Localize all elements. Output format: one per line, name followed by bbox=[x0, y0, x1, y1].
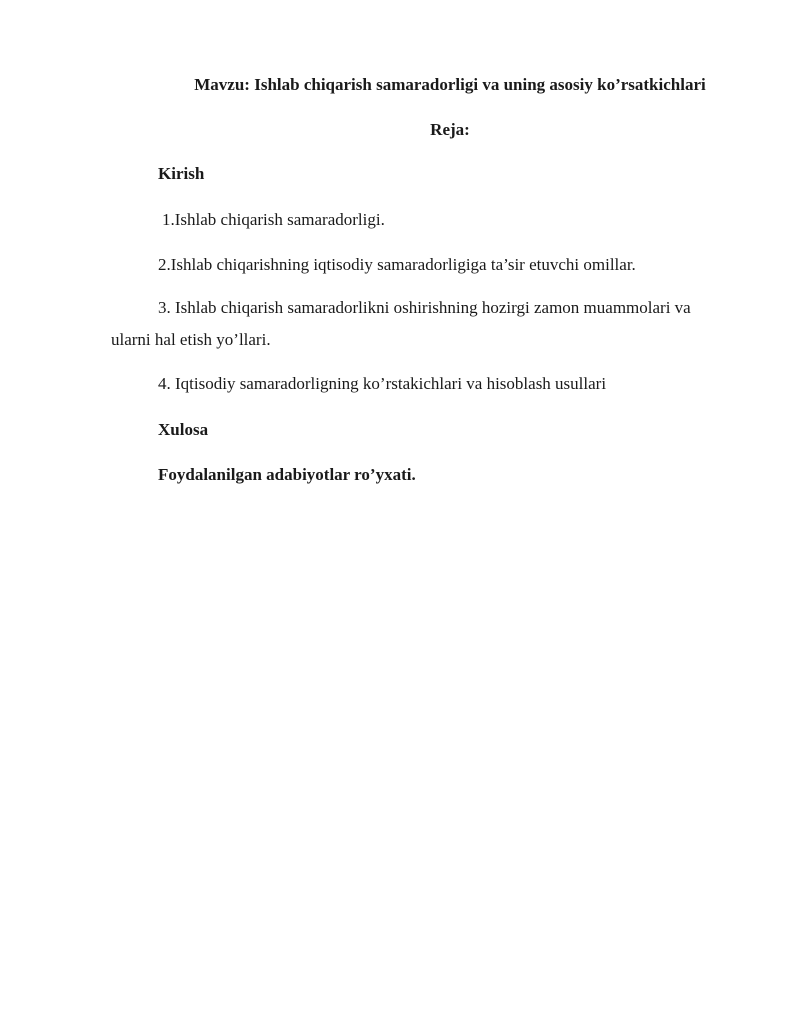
references-heading: Foydalanilgan adabiyotlar ro’yxati. bbox=[158, 465, 416, 484]
plan-item-4: 4. Iqtisodiy samaradorligning ko’rstakichlari va hisoblash usullari bbox=[158, 374, 607, 393]
plan-item-1: 1.Ishlab chiqarish samaradorligi. bbox=[162, 210, 385, 229]
intro-heading: Kirish bbox=[158, 164, 205, 183]
plan-item-3-continuation: ularni hal etish yo’llari. bbox=[111, 330, 271, 349]
conclusion-heading: Xulosa bbox=[158, 420, 209, 439]
plan-item-2: 2.Ishlab chiqarishning iqtisodiy samaradorligiga ta’sir etuvchi omillar. bbox=[158, 255, 636, 274]
document-title: Mavzu: Ishlab chiqarish samaradorligi va uning asosiy ko’rsatkichlari bbox=[194, 75, 706, 94]
plan-heading: Reja: bbox=[430, 120, 470, 139]
plan-item-3: 3. Ishlab chiqarish samaradorlikni oshirishning hozirgi zamon muammolari va bbox=[158, 298, 691, 317]
